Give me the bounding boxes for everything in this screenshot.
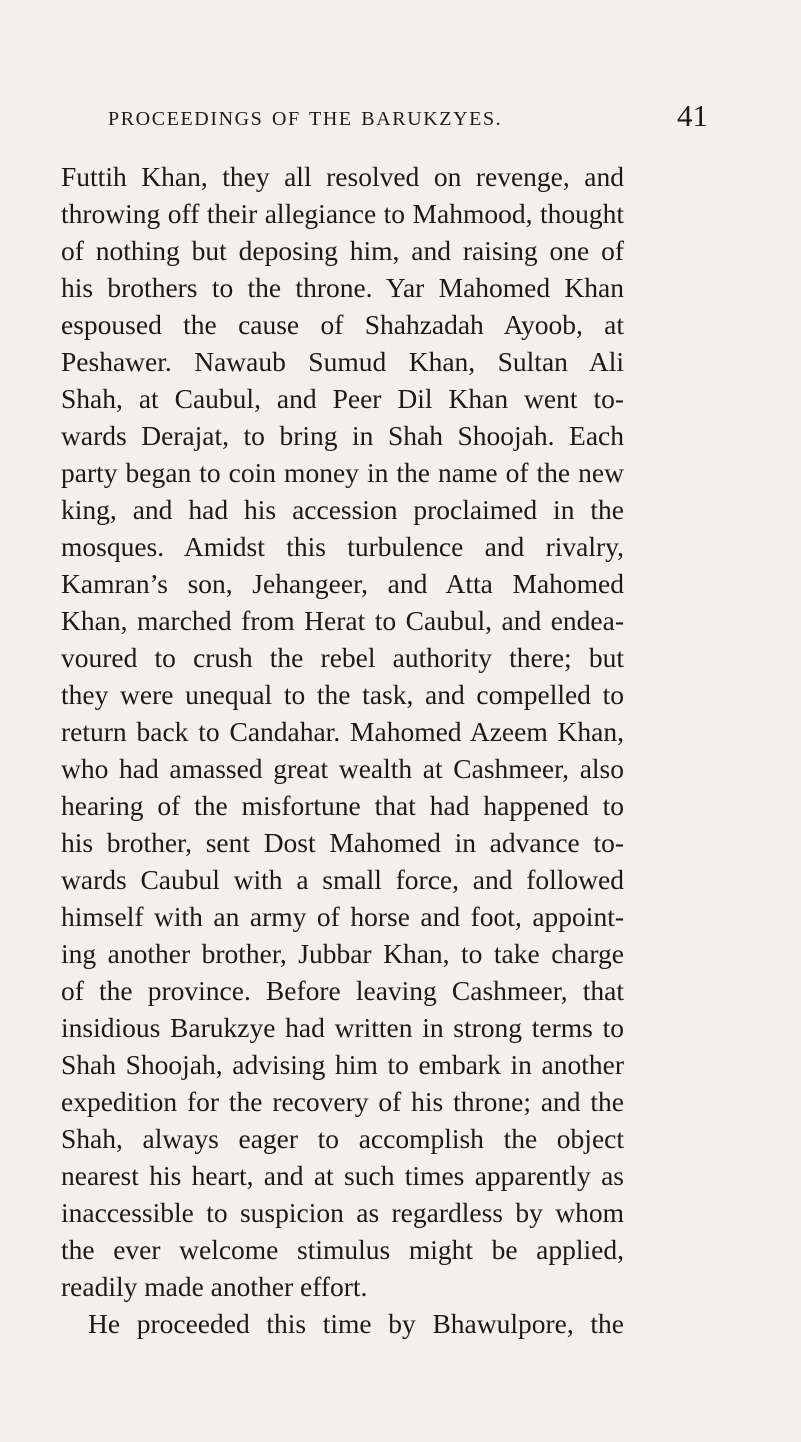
text-line: Peshawer. Nawaub Sumud Khan, Sultan Ali xyxy=(61,346,624,377)
text-line: Futtih Khan, they all resolved on revenge, and xyxy=(61,161,624,192)
text-line: mosques. Amidst this turbulence and rivalry, xyxy=(61,531,624,562)
text-line: who had amassed great wealth at Cashmeer, also xyxy=(61,753,624,784)
text-line: Shah, at Caubul, and Peer Dil Khan went to- xyxy=(61,383,624,414)
text-line: Shah Shoojah, advising him to embark in another xyxy=(61,1049,624,1080)
text-line: insidious Barukzye had written in strong terms to xyxy=(61,1012,624,1043)
text-line: readily made another effort. xyxy=(61,1271,368,1302)
text-line: espoused the cause of Shahzadah Ayoob, at xyxy=(61,309,624,340)
running-head xyxy=(108,96,708,136)
text-line: He proceeded this time by Bhawulpore, the xyxy=(88,1308,624,1339)
text-line: his brother, sent Dost Mahomed in advance to- xyxy=(61,827,624,858)
text-line: ing another brother, Jubbar Khan, to take charge xyxy=(61,938,624,969)
text-line: of the province. Before leaving Cashmeer, that xyxy=(61,975,624,1006)
text-line: inaccessible to suspicion as regardless by whom xyxy=(61,1197,624,1228)
text-line: they were unequal to the task, and compelled to xyxy=(61,679,624,710)
running-title: PROCEEDINGS OF THE BARUKZYES. xyxy=(108,108,503,130)
text-line: of nothing but deposing him, and raising one of xyxy=(61,235,624,266)
text-line: Kamran’s son, Jehangeer, and Atta Mahomed xyxy=(61,568,624,599)
text-line: his brothers to the throne. Yar Mahomed Khan xyxy=(61,272,624,303)
text-line: throwing off their allegiance to Mahmood, thought xyxy=(61,198,624,229)
text-line: return back to Candahar. Mahomed Azeem Khan, xyxy=(61,716,624,747)
text-line: party began to coin money in the name of the new xyxy=(61,457,624,488)
text-line: wards Derajat, to bring in Shah Shoojah. Each xyxy=(61,420,624,451)
text-line: wards Caubul with a small force, and followed xyxy=(61,864,624,895)
text-line: nearest his heart, and at such times apparently as xyxy=(61,1160,624,1191)
text-line: Khan, marched from Herat to Caubul, and endea- xyxy=(61,605,624,636)
text-line: voured to crush the rebel authority there; but xyxy=(61,642,624,673)
page-number: 41 xyxy=(677,98,708,133)
text-line: the ever welcome stimulus might be applied, xyxy=(61,1234,624,1265)
text-line: hearing of the misfortune that had happened to xyxy=(61,790,624,821)
text-line: expedition for the recovery of his throne; and the xyxy=(61,1086,624,1117)
text-line: Shah, always eager to accomplish the object xyxy=(61,1123,624,1154)
text-line: himself with an army of horse and foot, appoint- xyxy=(61,901,624,932)
text-line: king, and had his accession proclaimed in the xyxy=(61,494,624,525)
